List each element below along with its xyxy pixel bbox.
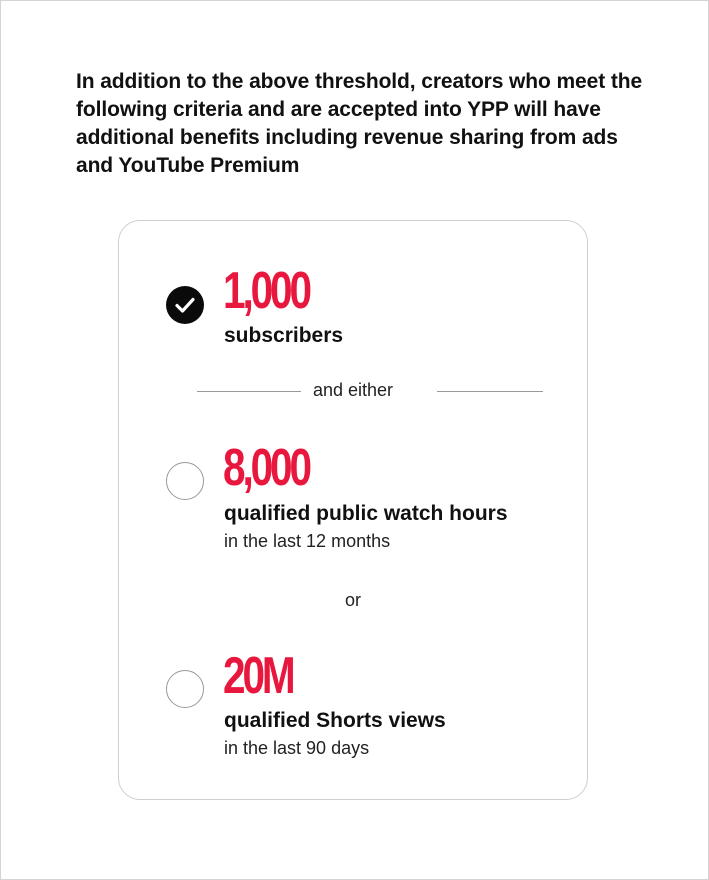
subscribers-label: subscribers [224, 324, 344, 347]
shorts-views-sublabel: in the last 90 days [224, 738, 370, 758]
empty-circle-icon [166, 670, 204, 708]
intro-text: In addition to the above threshold, creators who meet the following criteria and are accepted into YPP will have additional benefits including revenue sharing from ads and YouTube Premium [76, 70, 643, 177]
subscribers-value: 1,000 [223, 262, 309, 320]
shorts-views-label: qualified Shorts views [224, 709, 446, 732]
criteria-card [118, 220, 588, 800]
shorts-views-value: 20M [223, 647, 293, 705]
or-label: or [344, 590, 361, 610]
watch-hours-sublabel: in the last 12 months [224, 531, 391, 551]
check-circle-icon [166, 286, 204, 324]
empty-circle-icon [166, 462, 204, 500]
watch-hours-label: qualified public watch hours [224, 502, 508, 525]
watch-hours-value: 8,000 [223, 439, 309, 497]
divider-label: and either [312, 380, 394, 400]
